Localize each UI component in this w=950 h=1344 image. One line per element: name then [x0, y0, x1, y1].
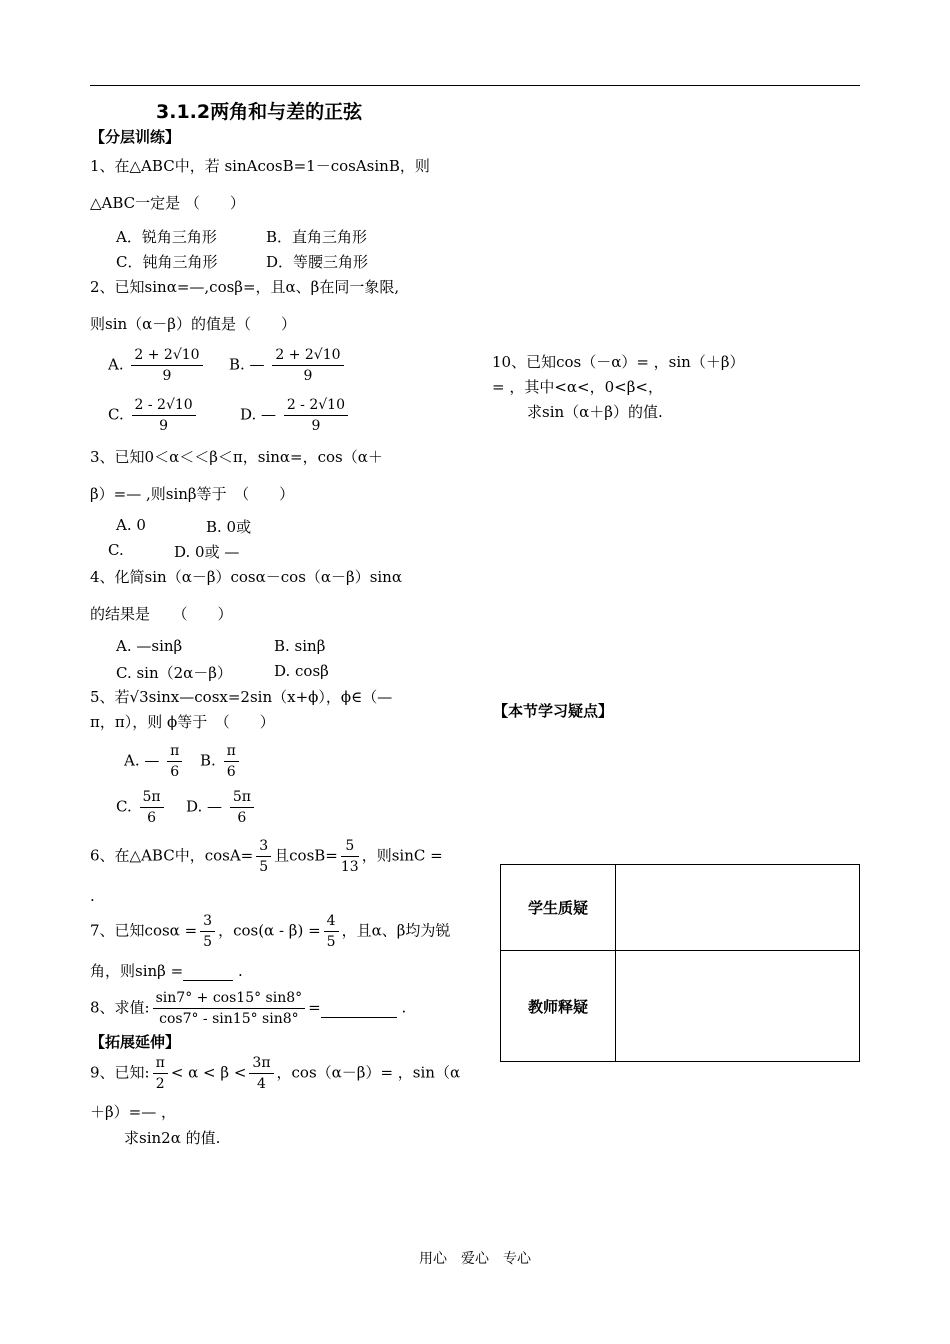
- q9-numerator-2: 3π: [249, 1053, 273, 1074]
- q7-suffix: ，且α、β均为锐: [341, 921, 451, 940]
- q2-b-denominator: 9: [303, 368, 313, 384]
- teacher-answer-cell[interactable]: [616, 951, 860, 1062]
- page-title: 3.1.2两角和与差的正弦: [156, 101, 363, 123]
- q2-option-a: [108, 345, 206, 386]
- q5-b-denominator: 6: [226, 764, 236, 780]
- q2-d-numerator: 2 - 2√10: [284, 395, 348, 416]
- q2-option-a-fraction: [131, 345, 202, 386]
- q2-option-b-fraction: [272, 345, 343, 386]
- q7-fraction-cos-alpha: [200, 911, 215, 952]
- q5-option-c: [116, 787, 167, 828]
- q8-fraction: [153, 988, 306, 1029]
- q6-prefix: 6、在△ABC中，cosA=: [90, 846, 254, 865]
- q10-line1: 10、已知cos（－α）= ，sin（＋β）: [492, 353, 745, 371]
- q2-line2: 则sin（α－β）的值是（ ）: [90, 315, 296, 333]
- q9-suffix: ，cos（α－β）= ，sin（α: [276, 1063, 461, 1082]
- q5-d-numerator: 5π: [230, 787, 254, 808]
- q4-option-b: B. sinβ: [274, 637, 326, 655]
- q2-a-denominator: 9: [162, 368, 172, 384]
- q8-prefix: 8、求值:: [90, 998, 150, 1017]
- q7-middle: ，cos(α - β) =: [218, 921, 321, 940]
- q3-option-b: B. 0或: [206, 518, 252, 536]
- q2-c-denominator: 9: [159, 418, 169, 434]
- q5-option-b: [200, 741, 242, 782]
- q6-numerator-1: 3: [256, 836, 271, 857]
- q5-d-denominator: 6: [237, 810, 247, 826]
- q5-b-numerator: π: [224, 741, 239, 762]
- q2-line1: 2、已知sinα=—,cosβ=，且α、β在同一象限,: [90, 278, 400, 296]
- q1-option-d: D．等腰三角形: [266, 253, 369, 271]
- q4-option-a: A. —sinβ: [116, 637, 183, 655]
- q2-option-b: [229, 345, 347, 386]
- q6-fraction-cosA: [256, 836, 271, 877]
- q5-option-b-fraction: [224, 741, 239, 782]
- q9-line3: 求sin2α 的值.: [124, 1129, 221, 1147]
- page-footer: 用心 爱心 专心: [419, 1251, 531, 1267]
- q3-option-d: D. 0或 —: [174, 543, 240, 561]
- qa-row-student: [501, 865, 860, 951]
- q4-line1: 4、化简sin（α－β）cosα－cos（α－β）sinα: [90, 568, 402, 586]
- q7-line2: [90, 960, 243, 981]
- q8-equals: =: [308, 998, 321, 1017]
- q5-option-d: [186, 787, 257, 828]
- q2-option-d: [240, 395, 351, 436]
- section-doubts: 【本节学习疑点】: [493, 702, 614, 720]
- q7-numerator-1: 3: [200, 911, 215, 932]
- q2-option-b-label: B. —: [229, 355, 265, 374]
- q9-denominator-2: 4: [257, 1076, 266, 1092]
- q2-c-numerator: 2 - 2√10: [132, 395, 196, 416]
- q9-numerator-1: π: [153, 1053, 168, 1074]
- q6-denominator-1: 5: [259, 859, 269, 875]
- q5-c-numerator: 5π: [140, 787, 164, 808]
- q2-option-c: [108, 395, 199, 436]
- q1-option-b: B．直角三角形: [266, 228, 368, 246]
- q9-denominator-1: 2: [155, 1076, 165, 1092]
- q7-answer-blank[interactable]: [183, 962, 233, 981]
- q8-denominator: cos7° - sin15° sin8°: [159, 1011, 299, 1027]
- q5-option-c-fraction: [140, 787, 164, 828]
- q7-prefix: 7、已知cosα =: [90, 921, 198, 940]
- q6-line1: [90, 836, 443, 877]
- qa-table: [500, 864, 860, 1062]
- q5-option-d-label: D. —: [186, 797, 223, 816]
- q7-end: .: [233, 962, 243, 980]
- q9-prefix: 9、已知:: [90, 1063, 150, 1082]
- q8-end: .: [396, 998, 407, 1017]
- q2-d-denominator: 9: [311, 418, 321, 434]
- q9-line1: [90, 1053, 460, 1094]
- q3-option-a: A. 0: [116, 516, 146, 534]
- q8-answer-blank[interactable]: [321, 999, 397, 1018]
- q5-line1: 5、若√3sinx—cosx=2sin（x+ϕ），ϕ∈（—: [90, 688, 393, 706]
- q1-line2: △ABC一定是 （ ）: [90, 194, 245, 212]
- q5-option-a: [124, 741, 185, 782]
- teacher-answer-label: 教师释疑: [501, 951, 616, 1062]
- q10-line3: 求sin（α＋β）的值.: [527, 403, 663, 421]
- q6-numerator-2: 5: [341, 836, 359, 857]
- q9-line2: ＋β）=— ，: [90, 1103, 177, 1121]
- q9-fraction-upper: [249, 1053, 273, 1094]
- q4-option-c: C. sin（2α－β）: [116, 664, 232, 682]
- student-question-label: 学生质疑: [501, 865, 616, 951]
- q9-fraction-lower: [153, 1053, 168, 1094]
- q6-fraction-cosB: [341, 836, 359, 877]
- q5-option-a-label: A. —: [124, 751, 160, 770]
- q7-denominator-2: 5: [326, 934, 336, 950]
- section-layered-training: 【分层训练】: [90, 128, 181, 146]
- q2-option-c-fraction: [132, 395, 196, 436]
- q3-line2: β）=— ,则sinβ等于 （ ）: [90, 485, 295, 503]
- q5-c-denominator: 6: [147, 810, 157, 826]
- q2-option-d-fraction: [284, 395, 348, 436]
- q1-option-c: C．钝角三角形: [116, 253, 218, 271]
- q7-denominator-1: 5: [203, 934, 213, 950]
- q2-b-numerator: 2 + 2√10: [272, 345, 343, 366]
- q4-line2: 的结果是 （ ）: [90, 605, 233, 623]
- q5-a-numerator: π: [167, 741, 182, 762]
- q3-line1: 3、已知0＜α＜＜β＜π，sinα=，cos（α＋: [90, 448, 383, 466]
- q6-suffix: ，则sinC =: [361, 846, 443, 865]
- q6-denominator-2: 13: [340, 859, 359, 875]
- q7-fraction-cos-diff: [324, 911, 339, 952]
- q1-line1: 1、在△ABC中，若 sinAcosB=1－cosAsinB，则: [90, 157, 430, 175]
- q1-option-a: A．锐角三角形: [116, 228, 217, 246]
- student-question-cell[interactable]: [616, 865, 860, 951]
- q3-option-c: C.: [108, 541, 124, 559]
- qa-row-teacher: [501, 951, 860, 1062]
- q8-line: [90, 988, 406, 1029]
- q5-line2: π，π），则 ϕ等于 （ ）: [90, 713, 275, 731]
- q5-option-a-fraction: [167, 741, 182, 782]
- q8-numerator: sin7° + cos15° sin8°: [153, 988, 306, 1009]
- q10-line2: = ，其中<α<，0<β<，: [492, 378, 663, 396]
- header-rule: [90, 85, 860, 86]
- q5-option-b-label: B.: [200, 751, 216, 770]
- q9-middle: < α < β <: [170, 1063, 247, 1082]
- q2-option-c-label: C.: [108, 405, 124, 424]
- q2-a-numerator: 2 + 2√10: [131, 345, 202, 366]
- q4-option-d: D. cosβ: [274, 662, 329, 680]
- q6-end: .: [90, 887, 95, 905]
- q5-option-c-label: C.: [116, 797, 132, 816]
- q7-numerator-2: 4: [324, 911, 339, 932]
- q7-line2-text: 角，则sinβ =: [90, 962, 184, 980]
- q7-line1: [90, 911, 450, 952]
- q2-option-d-label: D. —: [240, 405, 277, 424]
- q2-option-a-label: A.: [108, 355, 124, 374]
- q6-middle: 且cosB=: [274, 846, 338, 865]
- q5-a-denominator: 6: [170, 764, 180, 780]
- q5-option-d-fraction: [230, 787, 254, 828]
- section-extend: 【拓展延伸】: [90, 1033, 181, 1051]
